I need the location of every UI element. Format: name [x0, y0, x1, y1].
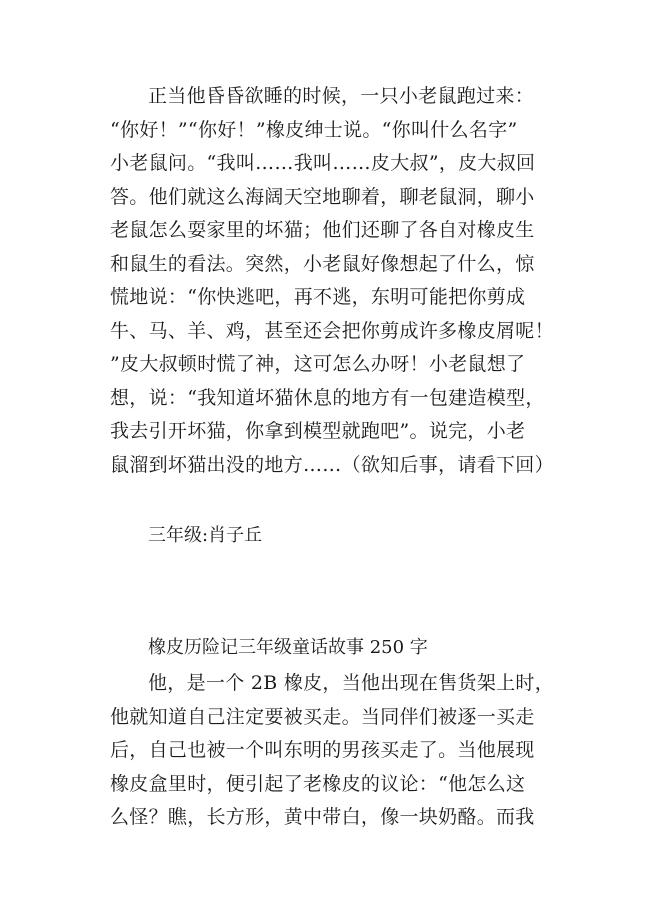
paragraph-line: “你好！”“你好！”橡皮绅士说。“你叫什么名字”: [110, 119, 518, 141]
paragraph-line: 正当他昏昏欲睡的时候，一只小老鼠跑过来：: [148, 85, 535, 107]
paragraph-line: 慌地说：“你快逃吧，再不逃，东明可能把你剪成: [110, 286, 526, 308]
paragraph-line: 想，说：“我知道坏猫休息的地方有一包建造模型，: [110, 387, 545, 409]
paragraph-line: 老鼠怎么耍家里的坏猫；他们还聊了各自对橡皮生: [110, 219, 535, 241]
story-title: 橡皮历险记三年级童话故事 250 字: [148, 637, 428, 658]
paragraph-line: 小老鼠问。“我叫……我叫……皮大叔”，皮大叔回: [110, 152, 536, 174]
paragraph-line: 和鼠生的看法。突然，小老鼠好像想起了什么，惊: [110, 253, 535, 275]
paragraph-line: 橡皮盒里时，便引起了老橡皮的议论：“他怎么这: [110, 773, 526, 795]
paragraph-line: 鼠溜到坏猫出没的地方……（欲知后事，请看下回）: [110, 454, 554, 476]
paragraph-line: 么怪？瞧，长方形，黄中带白，像一块奶酪。而我: [110, 806, 535, 828]
paragraph-line: ”皮大叔顿时慌了神，这可怎么办呀！小老鼠想了: [110, 353, 526, 375]
paragraph-line: 答。他们就这么海阔天空地聊着，聊老鼠洞，聊小: [110, 186, 535, 208]
paragraph-line: 他，是一个 2B 橡皮，当他出现在售货架上时，: [148, 672, 555, 694]
paragraph-line: 后，自己也被一个叫东明的男孩买走了。当他展现: [110, 739, 535, 761]
paragraph-line: 牛、马、羊、鸡，甚至还会把你剪成许多橡皮屑呢！: [110, 320, 554, 342]
paragraph-line: 他就知道自己注定要被买走。当同伴们被逐一买走: [110, 706, 535, 728]
author-line: 三年级:肖子丘: [148, 525, 263, 546]
paragraph-line: 我去引开坏猫，你拿到模型就跑吧”。说完，小老: [110, 420, 526, 442]
